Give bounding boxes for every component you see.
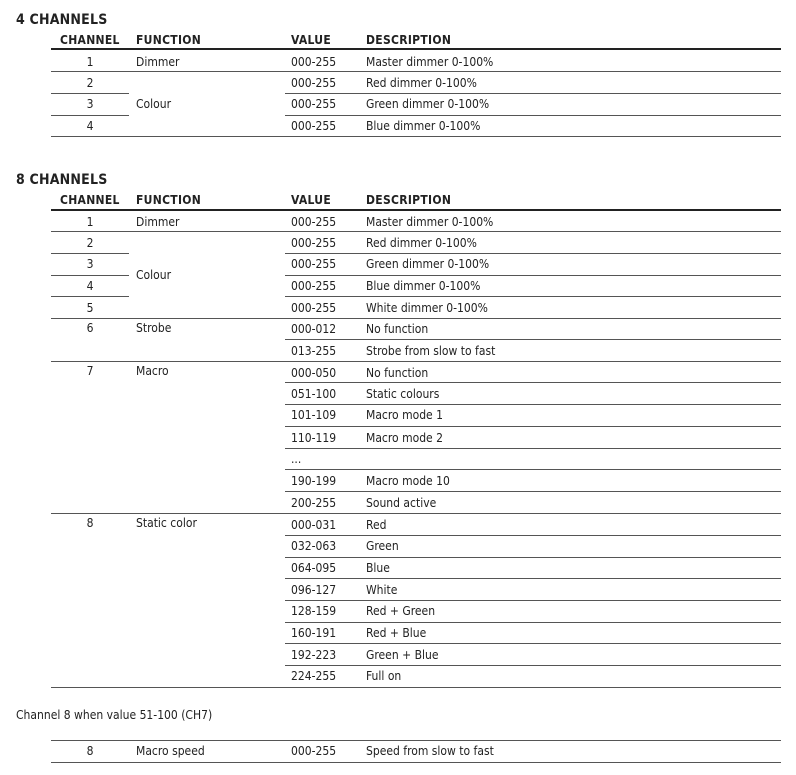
value-cell: 000-012 <box>291 322 337 336</box>
description-cell: Master dimmer 0-100% <box>366 55 494 69</box>
value-cell: 128-159 <box>291 604 337 618</box>
value-cell: 000-031 <box>291 518 337 532</box>
function-cell: Strobe <box>136 321 172 335</box>
function-cell: Colour <box>136 268 172 282</box>
value-cell: 192-223 <box>291 648 337 662</box>
value-cell: 110-119 <box>291 431 337 445</box>
channel-cell: 8 <box>86 744 94 758</box>
description-cell: Blue <box>366 561 390 575</box>
channel-cell: 1 <box>86 215 94 229</box>
row-divider <box>51 296 129 297</box>
description-cell: Green dimmer 0-100% <box>366 257 490 271</box>
channel-cell: 2 <box>86 76 94 90</box>
row-divider <box>285 253 781 254</box>
channel-cell: 4 <box>86 119 94 133</box>
description-cell: Strobe from slow to fast <box>366 344 496 358</box>
value-cell: 000-255 <box>291 301 337 315</box>
table-bottom-rule <box>51 762 781 763</box>
description-cell: Green dimmer 0-100% <box>366 97 490 111</box>
value-cell: 000-050 <box>291 366 337 380</box>
row-divider <box>285 535 781 536</box>
row-divider <box>285 600 781 601</box>
row-divider <box>51 318 781 319</box>
function-cell: Static color <box>136 516 197 530</box>
row-divider <box>285 339 781 340</box>
description-cell: Red dimmer 0-100% <box>366 76 477 90</box>
table-bottom-rule <box>51 687 781 688</box>
column-header-function: FUNCTION <box>136 193 202 207</box>
description-cell: Red + Blue <box>366 626 427 640</box>
value-cell: 200-255 <box>291 496 337 510</box>
value-cell: 064-095 <box>291 561 337 575</box>
section-title-4-channels: 4 CHANNELS <box>16 12 108 28</box>
row-divider <box>285 93 781 94</box>
section-title-8-channels: 8 CHANNELS <box>16 172 108 188</box>
value-cell: 051-100 <box>291 387 337 401</box>
value-cell: 000-255 <box>291 55 337 69</box>
value-cell: 000-255 <box>291 279 337 293</box>
description-cell: Master dimmer 0-100% <box>366 215 494 229</box>
value-cell: 000-255 <box>291 215 337 229</box>
value-cell: 224-255 <box>291 669 337 683</box>
description-cell: White dimmer 0-100% <box>366 301 488 315</box>
row-divider <box>51 513 781 514</box>
description-cell: Macro mode 1 <box>366 408 443 422</box>
value-cell: 000-255 <box>291 76 337 90</box>
description-cell: Full on <box>366 669 402 683</box>
description-cell: Red dimmer 0-100% <box>366 236 477 250</box>
channel-cell: 4 <box>86 279 94 293</box>
value-cell: ... <box>291 452 302 466</box>
row-divider <box>285 643 781 644</box>
channel-cell: 6 <box>86 321 94 335</box>
row-divider <box>51 361 781 362</box>
channel-cell: 3 <box>86 257 94 271</box>
header-rule <box>51 48 781 50</box>
description-cell: Speed from slow to fast <box>366 744 494 758</box>
column-header-value: VALUE <box>291 33 331 47</box>
column-header-channel: CHANNEL <box>60 33 120 47</box>
column-header-value: VALUE <box>291 193 331 207</box>
row-divider <box>51 93 129 94</box>
function-cell: Dimmer <box>136 215 180 229</box>
description-cell: No function <box>366 366 429 380</box>
value-cell: 032-063 <box>291 539 337 553</box>
value-cell: 190-199 <box>291 474 337 488</box>
row-divider <box>285 491 781 492</box>
description-cell: White <box>366 583 398 597</box>
row-divider <box>285 557 781 558</box>
description-cell: Static colours <box>366 387 440 401</box>
description-cell: Green + Blue <box>366 648 439 662</box>
value-cell: 013-255 <box>291 344 337 358</box>
channel-cell: 3 <box>86 97 94 111</box>
column-header-channel: CHANNEL <box>60 193 120 207</box>
description-cell: Red + Green <box>366 604 436 618</box>
description-cell: Blue dimmer 0-100% <box>366 119 481 133</box>
row-divider <box>285 404 781 405</box>
function-cell: Dimmer <box>136 55 180 69</box>
row-divider <box>285 382 781 383</box>
function-cell: Macro speed <box>136 744 205 758</box>
description-cell: Green <box>366 539 399 553</box>
row-divider <box>51 275 129 276</box>
row-divider <box>285 469 781 470</box>
value-cell: 000-255 <box>291 97 337 111</box>
column-header-function: FUNCTION <box>136 33 202 47</box>
row-divider <box>285 115 781 116</box>
row-divider <box>51 253 129 254</box>
function-cell: Colour <box>136 97 172 111</box>
channel-cell: 1 <box>86 55 94 69</box>
row-divider <box>51 71 781 72</box>
description-cell: Macro mode 10 <box>366 474 450 488</box>
value-cell: 000-255 <box>291 744 337 758</box>
row-divider <box>285 448 781 449</box>
description-cell: Sound active <box>366 496 437 510</box>
row-divider <box>51 115 129 116</box>
description-cell: Blue dimmer 0-100% <box>366 279 481 293</box>
value-cell: 160-191 <box>291 626 337 640</box>
row-divider <box>285 578 781 579</box>
channel-8-note: Channel 8 when value 51-100 (CH7) <box>16 708 213 722</box>
channel-cell: 2 <box>86 236 94 250</box>
function-cell: Macro <box>136 364 169 378</box>
value-cell: 101-109 <box>291 408 337 422</box>
row-divider <box>51 231 781 232</box>
column-header-description: DESCRIPTION <box>366 193 452 207</box>
channel-cell: 8 <box>86 516 94 530</box>
table-bottom-rule <box>51 136 781 137</box>
value-cell: 000-255 <box>291 236 337 250</box>
channel-cell: 7 <box>86 364 94 378</box>
row-divider <box>285 275 781 276</box>
header-rule <box>51 209 781 211</box>
row-divider <box>285 622 781 623</box>
value-cell: 000-255 <box>291 257 337 271</box>
row-divider <box>285 296 781 297</box>
row-divider <box>285 665 781 666</box>
row-divider <box>51 740 781 741</box>
value-cell: 000-255 <box>291 119 337 133</box>
description-cell: Red <box>366 518 387 532</box>
column-header-description: DESCRIPTION <box>366 33 452 47</box>
row-divider <box>285 426 781 427</box>
value-cell: 096-127 <box>291 583 337 597</box>
channel-cell: 5 <box>86 301 94 315</box>
description-cell: No function <box>366 322 429 336</box>
description-cell: Macro mode 2 <box>366 431 443 445</box>
